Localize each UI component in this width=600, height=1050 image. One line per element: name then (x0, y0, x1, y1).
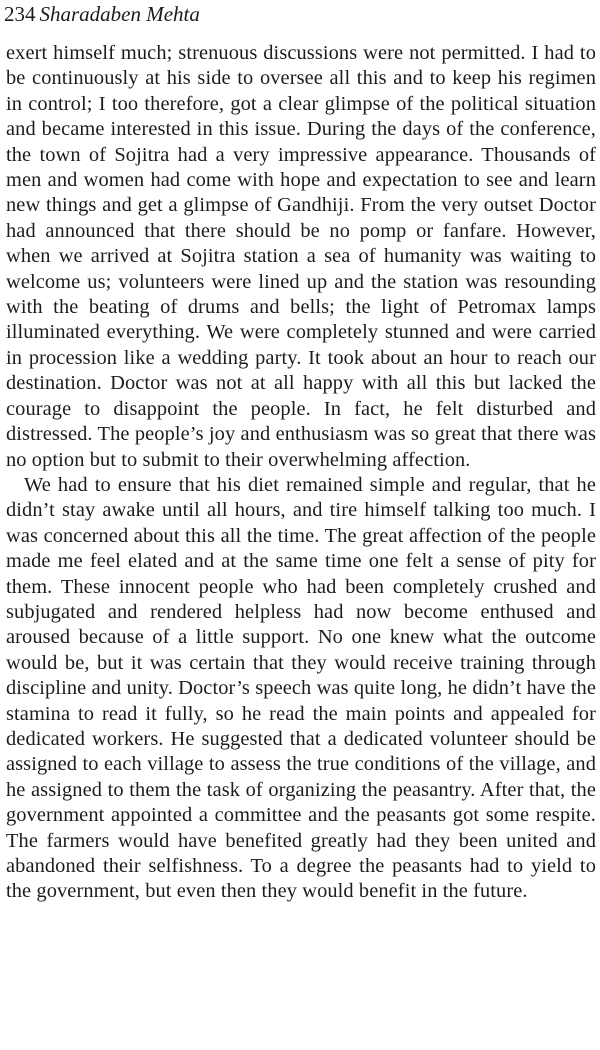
running-head (4, 1, 200, 27)
book-title: Sharadaben Mehta (39, 2, 200, 26)
paragraph-continued: exert himself much; strenuous discussions were not permitted. I had to be continuously at his side to oversee all this and to keep his regimen in control; I too therefore, got a clear glimpse of the political situation and became interested in this issue. During the days of the conference, the town of Sojitra had a very impressive appearance. Thousands of men and women had come with hope and expectation to see and learn new things and get a glimpse of Gandhiji. From the very outset Doctor had announced that there should be no pomp or fanfare. However, when we arrived at Sojitra station a sea of humanity was waiting to welcome us; volunteers were lined up and the station was resounding with the beating of drums and bells; the light of Petromax lamps illuminated everything. We were completely stunned and were carried in procession like a wedding party. It took about an hour to reach our destination. Doctor was not at all happy with all this but lacked the courage to disappoint the people. In fact, he felt disturbed and distressed. The people’s joy and enthusiasm was so great that there was no option but to submit to their overwhelming affection. (6, 42, 596, 471)
page-number: 234 (4, 2, 36, 26)
paragraph: We had to ensure that his diet remained simple and regular, that he didn’t stay awake until all hours, and tire himself talking too much. I was concerned about this all the time. The great affection of the people made me feel elated and at the same time one felt a sense of pity for them. These innocent people who had been completely crushed and subjugated and rendered helpless had now become enthused and aroused because of a little support. No one knew what the outcome would be, but it was certain that they would receive training through discipline and unity. Doctor’s speech was quite long, he didn’t have the stamina to read it fully, so he read the main points and appealed for dedicated workers. He suggested that a dedicated volunteer should be assigned to each village to assess the true conditions of the village, and he assigned to them the task of organizing the peasantry. After that, the government appointed a committee and the peasants got some respite. The farmers would have benefited greatly had they been united and abandoned their selfishness. To a degree the peasants had to yield to the government, but even then they would benefit in the future. (6, 473, 596, 903)
body-text (6, 41, 596, 905)
